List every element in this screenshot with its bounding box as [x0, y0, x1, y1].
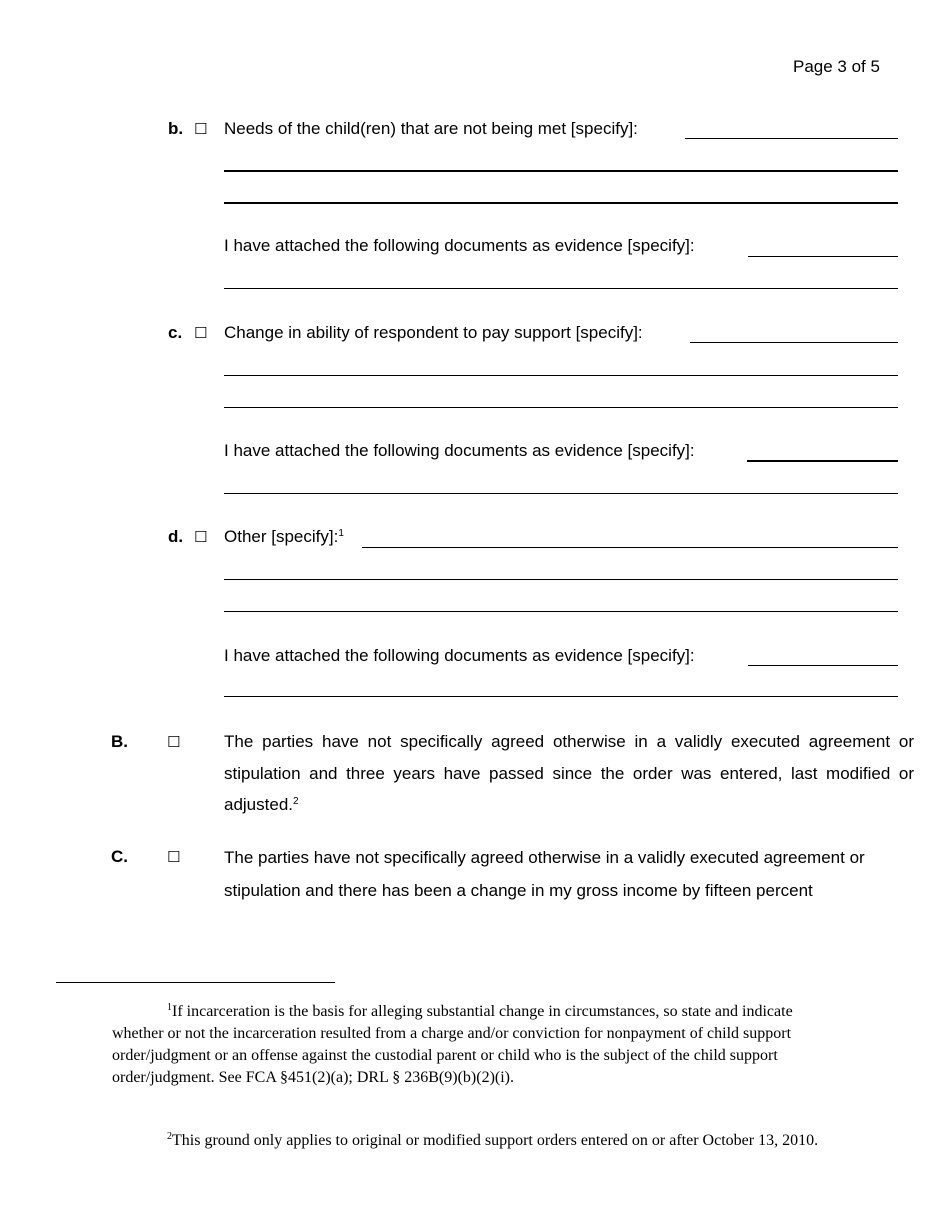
item-d-input-line-3[interactable] [224, 611, 898, 612]
footnote-1-text: If incarceration is the basis for alleging substantial change in circumstances, so state and indicate whether or not the incarceration resulted from a charge and/or conviction for nonpayment of child support order/judgment or an offense against the custodial parent or child who is the subject of the child support order/judgment. See FCA §451(2)(a); DRL § 236B(9)(b)(2)(i). [112, 1003, 793, 1086]
item-d-label-wrap [224, 527, 344, 547]
item-c-letter: c. [168, 323, 183, 342]
item-d-label: Other [specify]: [224, 527, 339, 546]
section-b-letter: B. [111, 732, 128, 751]
item-d-letter: d. [168, 527, 184, 546]
footnote-2-text: This ground only applies to original or modified support orders entered on or after October 13, 2010. [172, 1132, 819, 1149]
section-b-checkbox[interactable]: ☐ [167, 733, 181, 751]
item-c-evidence-label: I have attached the following documents as evidence [specify]: [224, 441, 695, 460]
item-b-letter: b. [168, 119, 184, 138]
footnote-2-number: 2 [167, 1131, 172, 1142]
item-b-evidence-line-2[interactable] [224, 288, 898, 289]
footnote-1-number: 1 [167, 1002, 172, 1013]
item-c-input-line-2[interactable] [224, 375, 898, 376]
section-b-text: The parties have not specifically agreed otherwise in a validly executed agreement or stipulation and three years have passed since the order was entered, last modified or adjusted.$^2$ [224, 732, 914, 814]
item-d-evidence-line-1[interactable] [748, 665, 898, 666]
item-d-evidence-line-2[interactable] [224, 696, 898, 697]
page-number: Page 3 of 5 [793, 57, 880, 76]
footnote-2 [112, 1130, 842, 1152]
item-c-input-line-1[interactable] [690, 342, 898, 343]
item-d-checkbox[interactable]: ☐ [194, 528, 208, 546]
section-c-text: The parties have not specifically agreed otherwise in a validly executed agreement or stipulation and there has been a change in my gross income by fifteen percent [224, 848, 865, 900]
item-d-input-line-1[interactable] [362, 547, 898, 548]
item-b-input-line-3[interactable] [224, 202, 898, 204]
item-b-input-line-1[interactable] [685, 138, 898, 139]
item-b-checkbox[interactable]: ☐ [194, 120, 208, 138]
item-d-evidence-label: I have attached the following documents as evidence [specify]: [224, 646, 695, 665]
item-b-label: Needs of the child(ren) that are not being met [specify]: [224, 119, 638, 138]
footnote-ref-1: 1 [338, 528, 344, 539]
item-c-input-line-3[interactable] [224, 407, 898, 408]
item-c-evidence-line-1[interactable] [747, 460, 898, 462]
item-b-evidence-label: I have attached the following documents as evidence [specify]: [224, 236, 695, 255]
section-c-checkbox[interactable]: ☐ [167, 848, 181, 866]
footnote-1 [112, 1001, 842, 1089]
footnote-ref-2: 2 [293, 796, 299, 807]
item-c-label: Change in ability of respondent to pay support [specify]: [224, 323, 643, 342]
item-c-evidence-line-2[interactable] [224, 493, 898, 494]
item-b-input-line-2[interactable] [224, 170, 898, 172]
footnote-separator [56, 982, 335, 983]
item-b-evidence-line-1[interactable] [748, 256, 898, 257]
section-c-letter: C. [111, 847, 128, 866]
item-d-input-line-2[interactable] [224, 579, 898, 580]
item-c-checkbox[interactable]: ☐ [194, 324, 208, 342]
